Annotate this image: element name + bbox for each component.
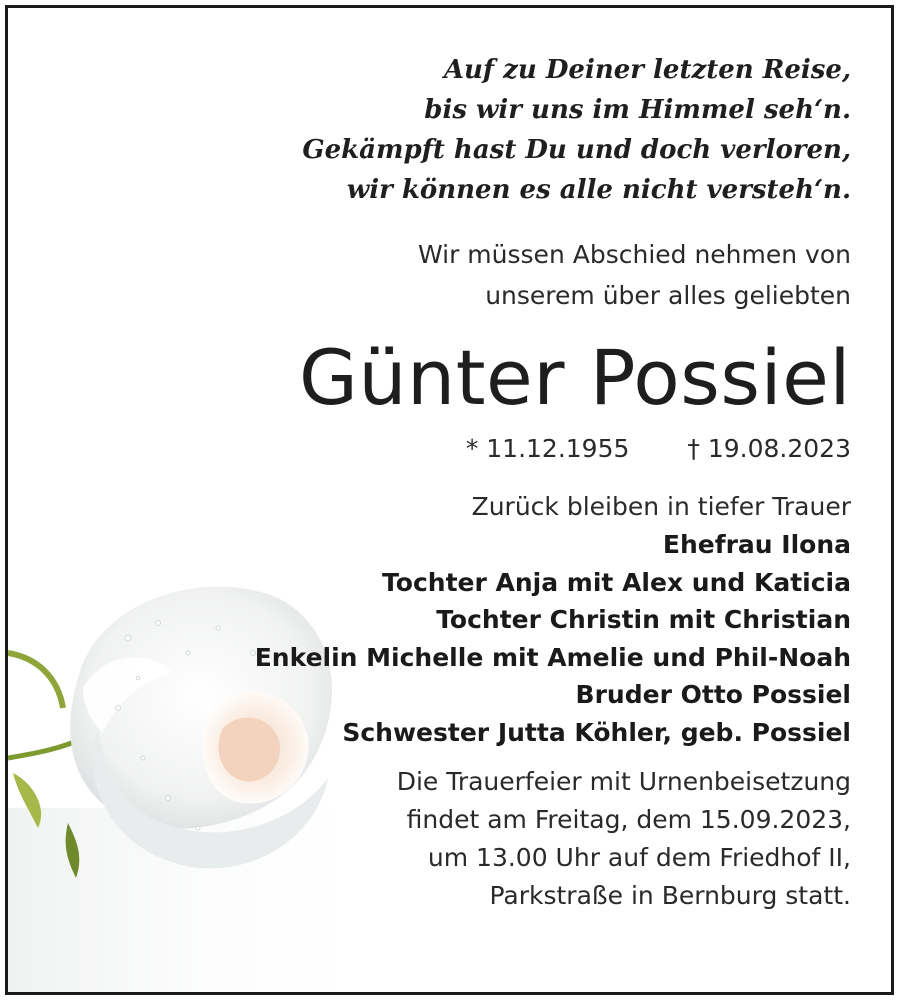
mourner: Tochter Christin mit Christian [436, 605, 851, 634]
mourners-intro: Zurück bleiben in tiefer Trauer [471, 492, 851, 521]
mourner: Bruder Otto Possiel [575, 680, 851, 709]
mourner: Enkelin Michelle mit Amelie und Phil-Noah [254, 642, 851, 672]
mourners-list [158, 526, 851, 751]
poem-line: Auf zu Deiner letzten Reise, [443, 55, 851, 85]
mourner: Tochter Anja mit Alex und Katicia [382, 567, 851, 597]
deceased-name: Günter Possiel [299, 333, 851, 422]
farewell-intro [158, 234, 851, 316]
ceremony-info [158, 763, 851, 915]
poem-line: bis wir uns im Himmel seh‘n. [424, 95, 851, 125]
obituary-content [158, 8, 851, 915]
ceremony-line: Die Trauerfeier mit Urnenbeisetzung [396, 767, 851, 796]
poem [158, 50, 851, 210]
mourner: Schwester Jutta Köhler, geb. Possiel [342, 717, 851, 747]
ceremony-line: um 13.00 Uhr auf dem Friedhof II, [427, 843, 851, 872]
poem-line: Gekämpft hast Du und doch verloren, [302, 135, 851, 165]
poem-line: wir können es alle nicht versteh‘n. [346, 175, 851, 205]
ceremony-line: Parkstraße in Bernburg statt. [489, 881, 851, 910]
ceremony-line: findet am Freitag, dem 15.09.2023, [406, 805, 851, 834]
intro-line: Wir müssen Abschied nehmen von [417, 240, 851, 269]
birth-date: * 11.12.1955 [465, 434, 630, 463]
obituary-frame [5, 5, 894, 995]
life-dates [158, 432, 851, 466]
death-date: † 19.08.2023 [687, 434, 851, 463]
mourner: Ehefrau Ilona [662, 530, 851, 559]
intro-line: unserem über alles geliebten [485, 281, 851, 310]
